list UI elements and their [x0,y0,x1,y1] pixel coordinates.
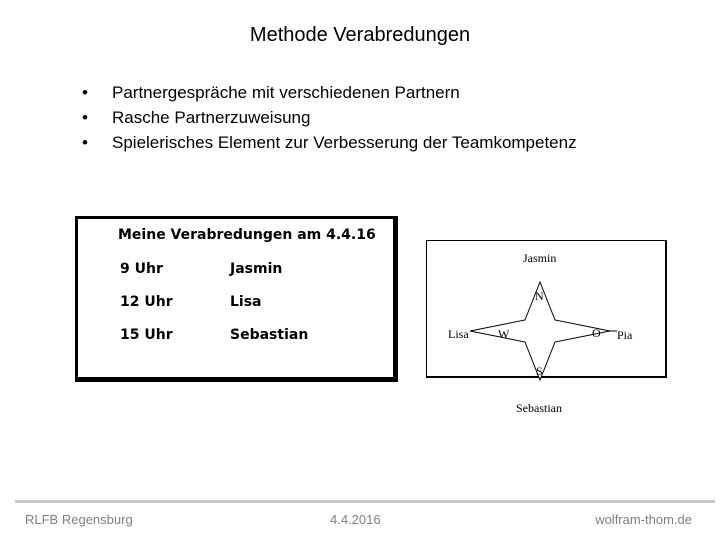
appointment-partner: Jasmin [230,261,283,277]
compass-east-name: Pia [617,328,633,342]
slide-title: Methode Verabredungen [249,24,471,46]
footer-organization: RLFB Regensburg [25,512,133,527]
appointment-partner: Lisa [230,294,262,310]
appointment-time: 9 Uhr [120,261,163,277]
appointment-time: 12 Uhr [120,294,173,310]
compass-south-name: Sebastian [516,401,562,415]
compass-east-label: O [592,326,601,340]
bullet-item: • Spielerisches Element zur Verbesserung der Teamkompetenz [82,130,577,155]
footer-date: 4.4.2016 [330,512,381,527]
compass-west-name: Lisa [448,327,469,341]
appointment-time: 15 Uhr [120,327,173,343]
compass-south-label: S [536,364,543,378]
appointments-heading: Meine Verabredungen am 4.4.16 [118,227,376,243]
compass-north-label: N [535,289,544,303]
appointment-partner: Sebastian [230,327,309,343]
footer-website: wolfram-thom.de [595,512,692,527]
bullet-item: • Rasche Partnerzuweisung [82,105,577,130]
bullet-item: • Partnergespräche mit verschiedenen Partnern [82,80,577,105]
compass-north-name: Jasmin [523,251,557,265]
footer-divider [15,500,715,503]
compass-west-label: W [498,327,510,341]
